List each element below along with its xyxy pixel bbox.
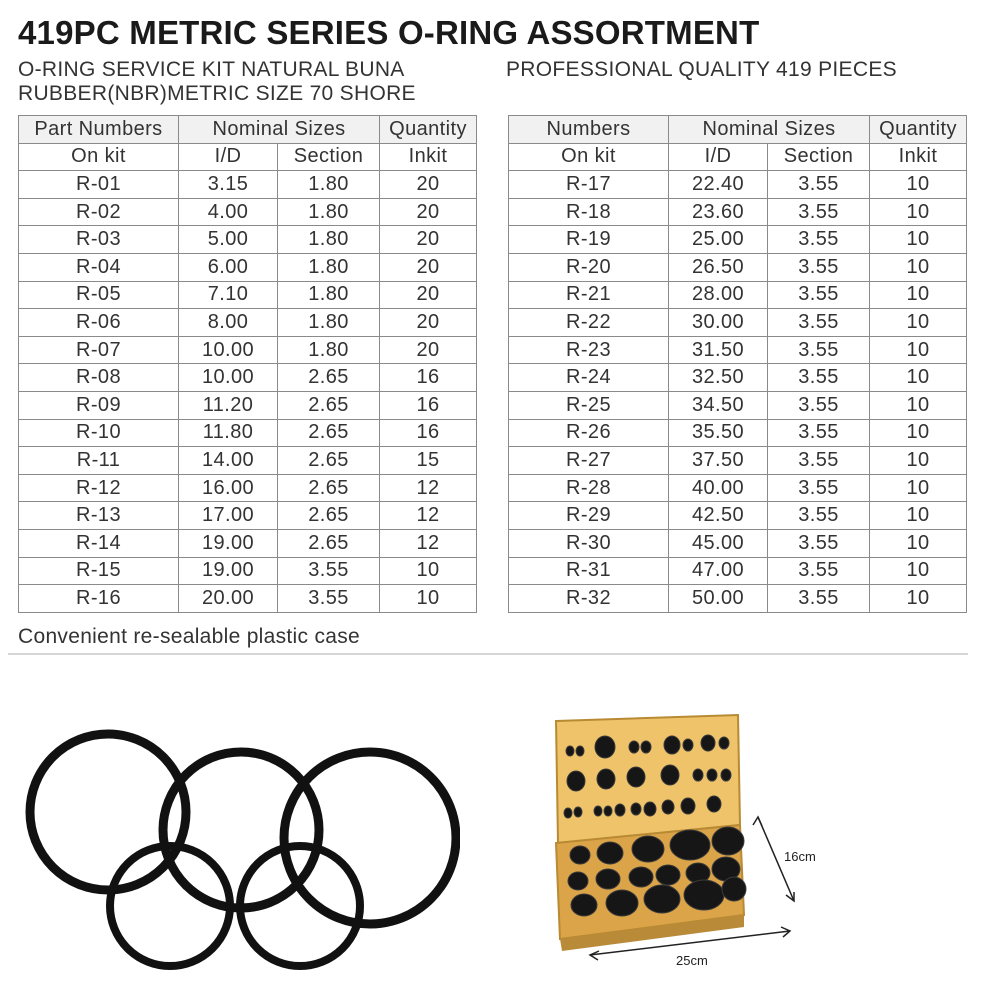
table-cell: 11.80 (179, 419, 278, 447)
table-cell: R-02 (19, 198, 179, 226)
table-cell: R-23 (509, 336, 669, 364)
table-row (509, 364, 967, 392)
table-cell: 3.55 (768, 226, 870, 254)
o-ring-compartment (566, 746, 574, 756)
table-row (509, 281, 967, 309)
o-ring-compartment (629, 741, 639, 753)
page-title: 419PC METRIC SERIES O-RING ASSORTMENT (18, 14, 760, 51)
header-cell: Nominal Sizes (179, 116, 380, 144)
table-cell: R-08 (19, 364, 179, 392)
table-cell: R-04 (19, 253, 179, 281)
table-cell: 1.80 (278, 226, 380, 254)
table-cell: 23.60 (669, 198, 768, 226)
table-row (19, 585, 477, 613)
table-row (19, 253, 477, 281)
o-ring-compartment (604, 806, 612, 816)
table-cell: 10 (870, 474, 967, 502)
table-cell: 28.00 (669, 281, 768, 309)
o-ring-compartment (594, 806, 602, 816)
table-cell: 3.55 (768, 529, 870, 557)
table-cell: 3.55 (768, 336, 870, 364)
table-cell: 1.80 (278, 253, 380, 281)
table-cell: 3.55 (278, 557, 380, 585)
table-subheader-row (509, 143, 967, 171)
footer-note: Convenient re-sealable plastic case (18, 625, 361, 648)
table-row (19, 364, 477, 392)
o-ring-compartment (596, 869, 620, 889)
table-cell: 2.65 (278, 529, 380, 557)
divider (8, 653, 968, 655)
header-cell: Quantity (870, 116, 967, 144)
o-ring-compartment (683, 739, 693, 751)
subtitle-line-2: RUBBER(NBR)METRIC SIZE 70 SHORE (18, 82, 416, 105)
case-width-label: 25cm (676, 953, 708, 968)
subheader-cell: Inkit (870, 143, 967, 171)
o-ring-compartment (664, 736, 680, 754)
subheader-cell: On kit (509, 143, 669, 171)
table-cell: 3.55 (768, 364, 870, 392)
table-header-row (19, 116, 477, 144)
table-cell: 42.50 (669, 502, 768, 530)
subheader-cell: I/D (669, 143, 768, 171)
table-cell: 10.00 (179, 336, 278, 364)
table-cell: 10 (870, 171, 967, 199)
table-cell: R-07 (19, 336, 179, 364)
table-cell: 19.00 (179, 529, 278, 557)
case-height-label: 16cm (784, 849, 816, 864)
table-cell: 20 (380, 171, 477, 199)
table-row (509, 253, 967, 281)
table-cell: 32.50 (669, 364, 768, 392)
o-ring (284, 752, 456, 924)
table-row (509, 309, 967, 337)
subheader-cell: Section (278, 143, 380, 171)
table-row (19, 502, 477, 530)
table-header-row (509, 116, 967, 144)
table-row (19, 447, 477, 475)
o-ring-compartment (693, 769, 703, 781)
o-ring-compartment (606, 890, 638, 916)
table-cell: 10 (870, 502, 967, 530)
table-cell: 3.55 (768, 447, 870, 475)
table-cell: 10 (870, 419, 967, 447)
header-cell: Nominal Sizes (669, 116, 870, 144)
table-cell: 17.00 (179, 502, 278, 530)
o-ring-compartment (597, 769, 615, 789)
table-row (509, 391, 967, 419)
o-ring-compartment (564, 808, 572, 818)
subtitle-right: PROFESSIONAL QUALITY 419 PIECES (506, 58, 897, 81)
table-cell: R-15 (19, 557, 179, 585)
table-cell: R-14 (19, 529, 179, 557)
table-cell: 45.00 (669, 529, 768, 557)
table-cell: 7.10 (179, 281, 278, 309)
table-row (509, 557, 967, 585)
o-ring-compartment (656, 865, 680, 885)
table-cell: R-30 (509, 529, 669, 557)
table-cell: 20 (380, 281, 477, 309)
o-ring-compartment (661, 765, 679, 785)
table-cell: 20 (380, 198, 477, 226)
o-ring-compartment (571, 894, 597, 916)
o-ring-compartment (722, 877, 746, 901)
table-cell: 16 (380, 364, 477, 392)
table-cell: R-11 (19, 447, 179, 475)
table-cell: 1.80 (278, 336, 380, 364)
table-cell: 3.55 (768, 585, 870, 613)
o-ring-compartment (644, 885, 680, 913)
table-row (19, 281, 477, 309)
table-cell: 10 (870, 226, 967, 254)
subheader-cell: I/D (179, 143, 278, 171)
o-ring-compartment (721, 769, 731, 781)
table-cell: 25.00 (669, 226, 768, 254)
table-cell: 1.80 (278, 198, 380, 226)
table-cell: 47.00 (669, 557, 768, 585)
subheader-cell: Inkit (380, 143, 477, 171)
table-cell: 10.00 (179, 364, 278, 392)
table-cell: 10 (380, 585, 477, 613)
o-ring-compartment (719, 737, 729, 749)
right-size-table (508, 115, 967, 613)
table-row (509, 171, 967, 199)
table-cell: R-16 (19, 585, 179, 613)
o-ring-compartment (701, 735, 715, 751)
table-cell: 10 (870, 336, 967, 364)
o-ring-compartment (574, 807, 582, 817)
table-cell: 40.00 (669, 474, 768, 502)
o-ring-compartment (595, 736, 615, 758)
o-ring-compartment (568, 872, 588, 890)
table-cell: 10 (870, 447, 967, 475)
table-row (509, 447, 967, 475)
table-cell: R-24 (509, 364, 669, 392)
header-cell: Part Numbers (19, 116, 179, 144)
table-cell: 35.50 (669, 419, 768, 447)
table-row (509, 198, 967, 226)
table-cell: 1.80 (278, 309, 380, 337)
table-cell: R-18 (509, 198, 669, 226)
o-ring-compartment (629, 867, 653, 887)
table-row (19, 226, 477, 254)
table-cell: 30.00 (669, 309, 768, 337)
table-row (19, 309, 477, 337)
table-cell: 3.55 (768, 474, 870, 502)
table-row (509, 585, 967, 613)
table-cell: 2.65 (278, 364, 380, 392)
o-ring-compartment (631, 803, 641, 815)
table-cell: 31.50 (669, 336, 768, 364)
table-cell: 34.50 (669, 391, 768, 419)
table-cell: R-32 (509, 585, 669, 613)
table-cell: R-20 (509, 253, 669, 281)
o-ring-compartment (707, 769, 717, 781)
table-cell: 3.55 (768, 391, 870, 419)
table-cell: 22.40 (669, 171, 768, 199)
table-cell: 10 (870, 198, 967, 226)
table-cell: R-21 (509, 281, 669, 309)
o-ring-compartment (627, 767, 645, 787)
table-row (19, 336, 477, 364)
table-cell: R-31 (509, 557, 669, 585)
table-cell: 20 (380, 253, 477, 281)
table-cell: 50.00 (669, 585, 768, 613)
subheader-cell: On kit (19, 143, 179, 171)
o-ring-compartment (570, 846, 590, 864)
table-cell: R-22 (509, 309, 669, 337)
o-ring-compartment (681, 798, 695, 814)
table-cell: 10 (870, 364, 967, 392)
table-row (509, 502, 967, 530)
table-cell: 20 (380, 336, 477, 364)
table-cell: 16 (380, 419, 477, 447)
table-cell: 3.55 (768, 557, 870, 585)
o-ring-compartment (597, 842, 623, 864)
table-cell: 20 (380, 309, 477, 337)
table-cell: 3.55 (768, 171, 870, 199)
table-cell: 3.55 (768, 502, 870, 530)
table-cell: 11.20 (179, 391, 278, 419)
table-cell: 10 (870, 253, 967, 281)
table-cell: 10 (870, 529, 967, 557)
table-cell: R-03 (19, 226, 179, 254)
table-cell: 10 (870, 281, 967, 309)
table-cell: R-19 (509, 226, 669, 254)
table-cell: R-12 (19, 474, 179, 502)
table-cell: 6.00 (179, 253, 278, 281)
table-cell: 3.55 (768, 281, 870, 309)
table-cell: 19.00 (179, 557, 278, 585)
table-cell: 2.65 (278, 419, 380, 447)
table-cell: 1.80 (278, 281, 380, 309)
table-row (19, 171, 477, 199)
table-cell: 3.55 (768, 198, 870, 226)
table-cell: 8.00 (179, 309, 278, 337)
table-row (19, 198, 477, 226)
subtitle-line-1: O-RING SERVICE KIT NATURAL BUNA (18, 58, 405, 81)
table-cell: 10 (870, 557, 967, 585)
table-cell: 10 (870, 585, 967, 613)
table-row (509, 336, 967, 364)
table-cell: R-09 (19, 391, 179, 419)
table-cell: 16 (380, 391, 477, 419)
o-ring-compartment (707, 796, 721, 812)
table-row (19, 391, 477, 419)
o-ring-compartment (684, 880, 724, 910)
table-row (19, 529, 477, 557)
table-cell: R-29 (509, 502, 669, 530)
table-cell: 4.00 (179, 198, 278, 226)
table-cell: 12 (380, 474, 477, 502)
table-cell: 14.00 (179, 447, 278, 475)
o-ring-compartment (576, 746, 584, 756)
table-cell: 2.65 (278, 447, 380, 475)
table-cell: 10 (380, 557, 477, 585)
o-ring-compartment (644, 802, 656, 816)
table-row (19, 557, 477, 585)
o-ring-compartment (641, 741, 651, 753)
table-cell: R-26 (509, 419, 669, 447)
table-cell: R-17 (509, 171, 669, 199)
table-cell: 12 (380, 502, 477, 530)
table-cell: 5.00 (179, 226, 278, 254)
o-ring-compartment (670, 830, 710, 860)
table-subheader-row (19, 143, 477, 171)
table-row (509, 226, 967, 254)
o-rings-photo (20, 720, 460, 970)
o-ring-compartment (712, 827, 744, 855)
table-row (509, 419, 967, 447)
o-ring-compartment (632, 836, 664, 862)
o-ring-compartment (662, 800, 674, 814)
table-cell: 26.50 (669, 253, 768, 281)
header-cell: Numbers (509, 116, 669, 144)
storage-case-photo (548, 705, 848, 975)
table-cell: 16.00 (179, 474, 278, 502)
table-cell: R-25 (509, 391, 669, 419)
table-cell: 1.80 (278, 171, 380, 199)
table-row (509, 474, 967, 502)
table-cell: R-10 (19, 419, 179, 447)
table-cell: 3.55 (278, 585, 380, 613)
table-cell: 10 (870, 391, 967, 419)
table-cell: 15 (380, 447, 477, 475)
table-cell: 3.15 (179, 171, 278, 199)
table-cell: 2.65 (278, 502, 380, 530)
o-ring-compartment (567, 771, 585, 791)
table-cell: 20 (380, 226, 477, 254)
table-cell: R-06 (19, 309, 179, 337)
o-ring-compartment (615, 804, 625, 816)
table-cell: 2.65 (278, 474, 380, 502)
table-cell: 3.55 (768, 253, 870, 281)
table-cell: 2.65 (278, 391, 380, 419)
table-cell: R-05 (19, 281, 179, 309)
table-cell: 20.00 (179, 585, 278, 613)
subheader-cell: Section (768, 143, 870, 171)
table-cell: R-01 (19, 171, 179, 199)
table-cell: 3.55 (768, 419, 870, 447)
header-cell: Quantity (380, 116, 477, 144)
table-row (19, 419, 477, 447)
table-cell: 12 (380, 529, 477, 557)
table-cell: R-13 (19, 502, 179, 530)
table-cell: 37.50 (669, 447, 768, 475)
table-cell: 10 (870, 309, 967, 337)
table-cell: R-27 (509, 447, 669, 475)
table-cell: 3.55 (768, 309, 870, 337)
table-cell: R-28 (509, 474, 669, 502)
left-size-table (18, 115, 477, 613)
table-row (509, 529, 967, 557)
table-row (19, 474, 477, 502)
